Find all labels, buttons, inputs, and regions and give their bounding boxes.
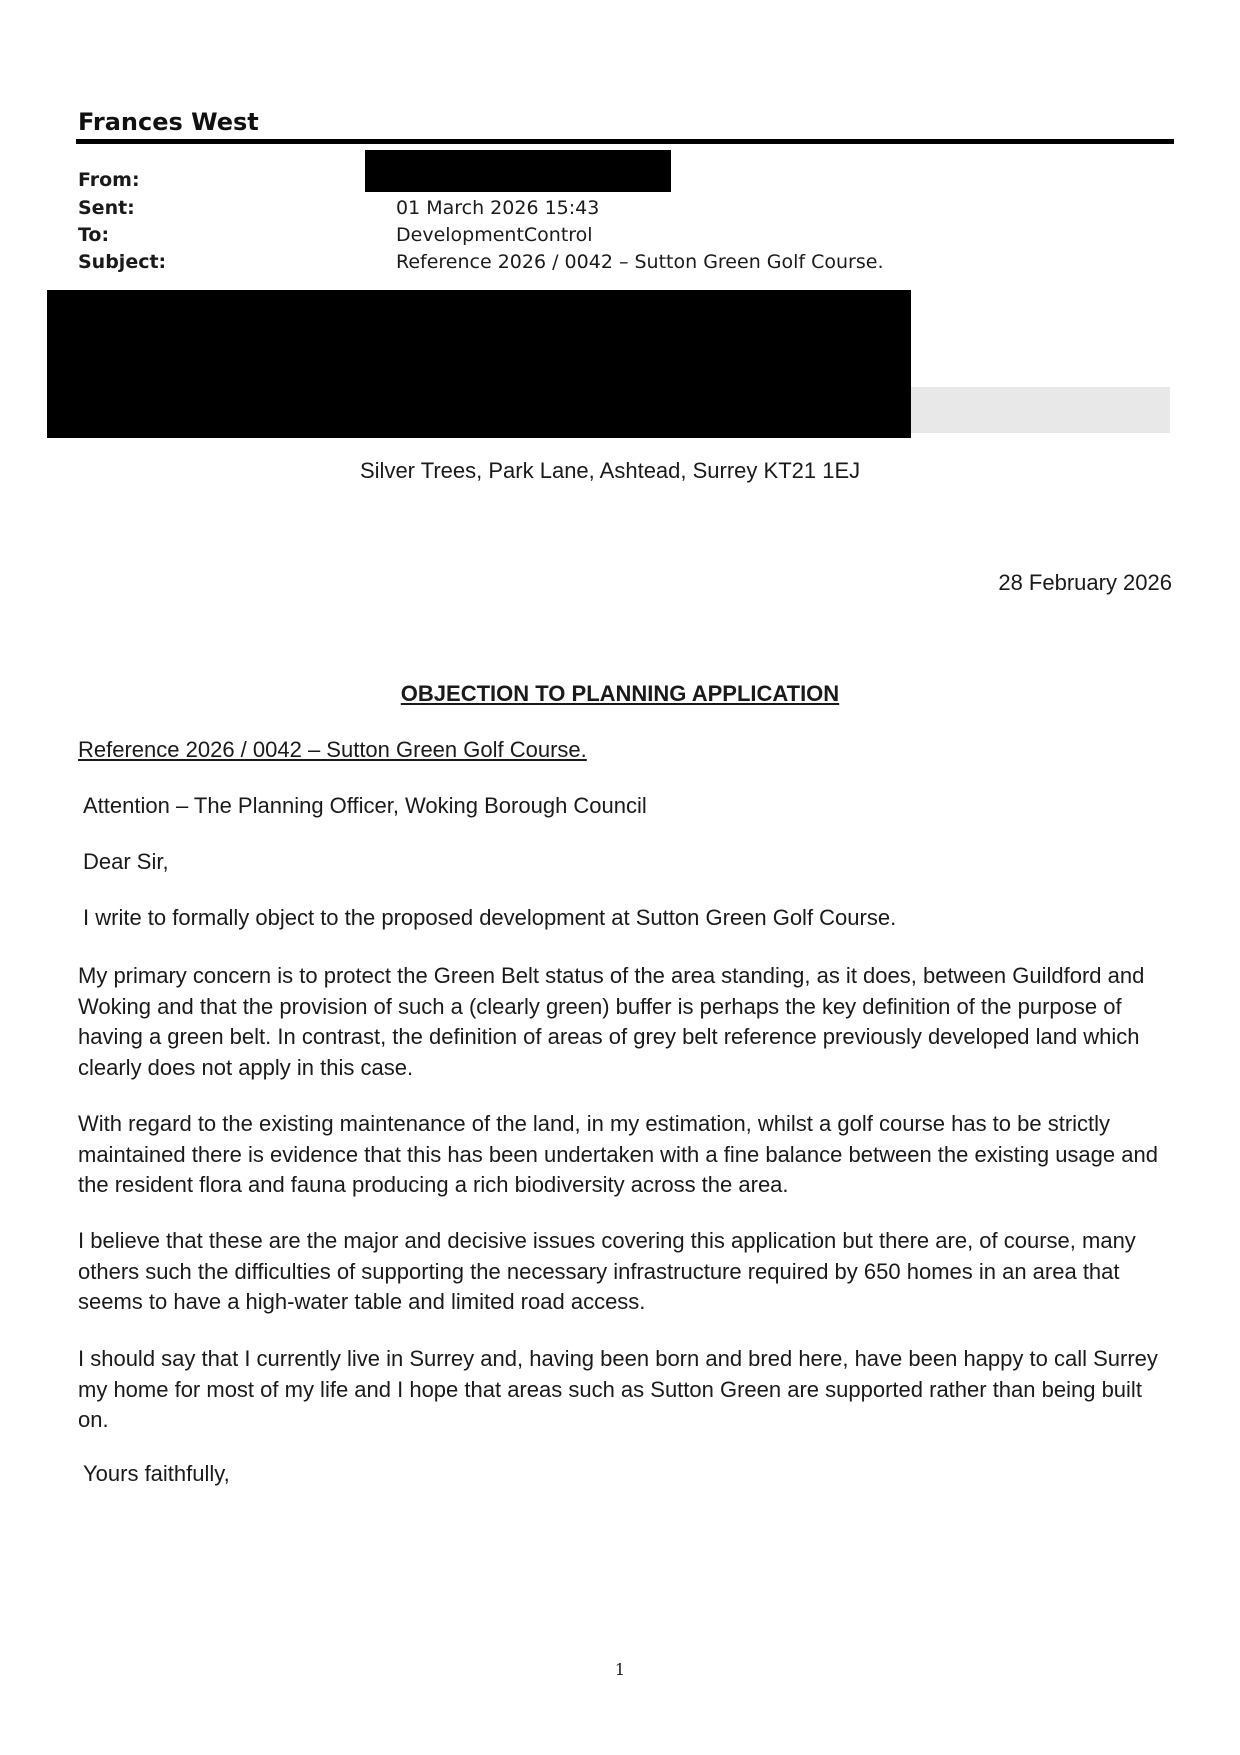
- email-subject-label: Subject:: [78, 251, 167, 273]
- letter-paragraph-5: I should say that I currently live in Surrey and, having been born and bred here, have been happy to call Surrey my home for most of my life and I hope that areas such as Sutton Green are supported rather than being built on.: [78, 1346, 1158, 1432]
- letter-closing: Yours faithfully,: [83, 1461, 230, 1486]
- letter-date: 28 February 2026: [998, 570, 1172, 595]
- email-sent-label: Sent:: [78, 197, 135, 219]
- email-from-label: From:: [78, 169, 140, 191]
- email-to-value: DevelopmentControl: [396, 224, 593, 246]
- letter-title: OBJECTION TO PLANNING APPLICATION: [400, 681, 840, 706]
- letter-paragraph-1: I write to formally object to the proposed development at Sutton Green Golf Course.: [83, 905, 897, 930]
- letter-reference: Reference 2026 / 0042 – Sutton Green Golf Course.: [78, 737, 587, 762]
- page-number: 1: [614, 1660, 626, 1679]
- email-sent-value: 01 March 2026 15:43: [396, 197, 600, 219]
- sender-address: Silver Trees, Park Lane, Ashtead, Surrey KT21 1EJ: [360, 458, 861, 483]
- email-to-label: To:: [78, 224, 110, 246]
- letter-attention: Attention – The Planning Officer, Woking Borough Council: [83, 793, 647, 818]
- header-rule: [76, 139, 1174, 144]
- letter-paragraph-2: My primary concern is to protect the Green Belt status of the area standing, as it does, between Guildford and Woking and that the provision of such a (clearly green) buffer is perhaps the key definition of the purpose of having a green belt. In contrast, the definition of areas of grey belt reference previously developed land which clearly does not apply in this case.: [78, 963, 1145, 1080]
- letterhead-redaction: [47, 290, 911, 438]
- letter-paragraph-4: I believe that these are the major and decisive issues covering this application but there are, of course, many others such the difficulties of supporting the necessary infrastructure required by 650 homes in an area that seems to have a high-water table and limited road access.: [78, 1228, 1136, 1314]
- letter-salutation: Dear Sir,: [83, 849, 169, 874]
- email-subject-value: Reference 2026 / 0042 – Sutton Green Golf Course.: [396, 251, 884, 273]
- letter-paragraph-3: With regard to the existing maintenance of the land, in my estimation, whilst a golf course has to be strictly maintained there is evidence that this has been undertaken with a fine balance between the existing usage and the resident flora and fauna producing a rich biodiversity across the area.: [78, 1111, 1158, 1197]
- email-from-redaction: [365, 150, 671, 192]
- sender-name: Frances West: [78, 108, 259, 136]
- letterhead-grey-band: [911, 387, 1170, 433]
